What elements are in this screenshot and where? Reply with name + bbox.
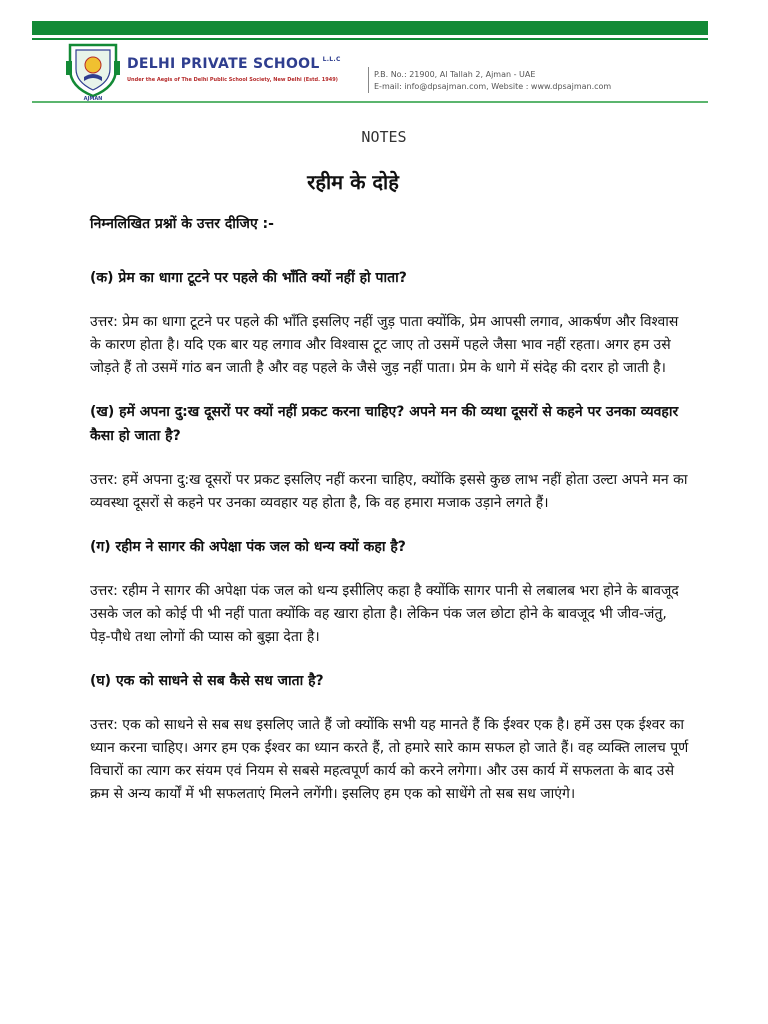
school-crest-icon [62, 41, 124, 101]
contact-block [374, 69, 611, 93]
answer: उत्तर: प्रेम का धागा टूटने पर पहले की भाँति इसलिए नहीं जुड़ पाता क्योंकि, प्रेम आपसी लगाव, आकर्षण और विश्वास के कारण होता है। यदि एक बार यह लगाव और विश्वास टूट जाए तो उसमें पहले जैसा भाव नहीं रहता। अगर हम उसे जोड़ते हैं तो उसमें गांठ बन जाती है और वह पहले के जैसे जुड़ नहीं पाता। प्रेम के धागे में संदेह की दरार हो जाती है। [90, 314, 679, 376]
school-llc: L.L.C [322, 56, 341, 63]
logo-caption: AJMAN [83, 96, 103, 101]
header-divider [368, 67, 369, 93]
instruction: निम्नलिखित प्रश्नों के उत्तर दीजिए :- [90, 216, 274, 232]
notes-label: NOTES [361, 128, 407, 146]
qa-content [90, 214, 690, 826]
letterhead [32, 21, 708, 105]
header-green-line [32, 38, 708, 40]
answer: उत्तर: एक को साधने से सब सध इसलिए जाते हैं जो क्योंकि सभी यह मानते हैं कि ईश्वर एक है। हमें उस एक ईश्वर का ध्यान करना चाहिए। अगर हम एक ईश्वर का ध्यान करते हैं, तो हमारे सारे काम सफल हो जाते हैं। वह व्यक्ति लालच पूर्ण विचारों का त्याग कर संयम एवं नियम से सबसे महत्वपूर्ण कार्य को करने लगेगा। और उस कार्य में सफलता के बाद उसे क्रम से अन्य कार्यों में भी सफलताएं मिलने लगेंगी। इसलिए हम एक को साधेंगे तो सब सध जाएंगे। [90, 717, 689, 802]
contact-email-website: E-mail: info@dpsajman.com, Website : www.dpsajman.com [374, 82, 612, 91]
page-title: रहीम के दोहे [307, 170, 399, 194]
contact-address: P.B. No.: 21900, Al Tallah 2, Ajman - UAE [374, 70, 536, 79]
question: (ख) हमें अपना दु:ख दूसरों पर क्यों नहीं प्रकट करना चाहिए? अपने मन की व्यथा दूसरों से कहने पर उनका व्यवहार कैसा हो जाता है? [90, 404, 679, 444]
question: (ग) रहीम ने सागर की अपेक्षा पंक जल को धन्य क्यों कहा है? [90, 539, 406, 555]
header-green-bar [32, 21, 708, 35]
question: (क) प्रेम का धागा टूटने पर पहले की भाँति क्यों नहीं हो पाता? [90, 270, 407, 286]
school-name-text: DELHI PRIVATE SCHOOL [127, 56, 320, 72]
school-name [127, 56, 341, 72]
answer: उत्तर: रहीम ने सागर की अपेक्षा पंक जल को धन्य इसीलिए कहा है क्योंकि सागर पानी से लबालब भरा होने के बावजूद उसके जल को कोई पी भी नहीं पाता क्योंकि वह खारा होता है। लेकिन पंक जल छोटा होने के बावजूद भी जीव-जंतु, पेड़-पौधे तथा लोगों की प्यास को बुझा देता है। [90, 583, 679, 645]
answer: उत्तर: हमें अपना दु:ख दूसरों पर प्रकट इसलिए नहीं करना चाहिए, क्योंकि इससे कुछ लाभ नहीं होता उल्टा अपने मन का व्यवस्था दूसरों से कहने पर उनका व्यवहार यह होता है, कि वह हमारा मजाक उड़ाने लगते हैं। [90, 472, 688, 511]
header-bottom-line [32, 101, 708, 103]
question: (घ) एक को साधने से सब कैसे सध जाता है? [90, 673, 324, 689]
school-subtitle: Under the Aegis of The Delhi Public School Society, New Delhi (Estd. 1949) [127, 77, 338, 83]
